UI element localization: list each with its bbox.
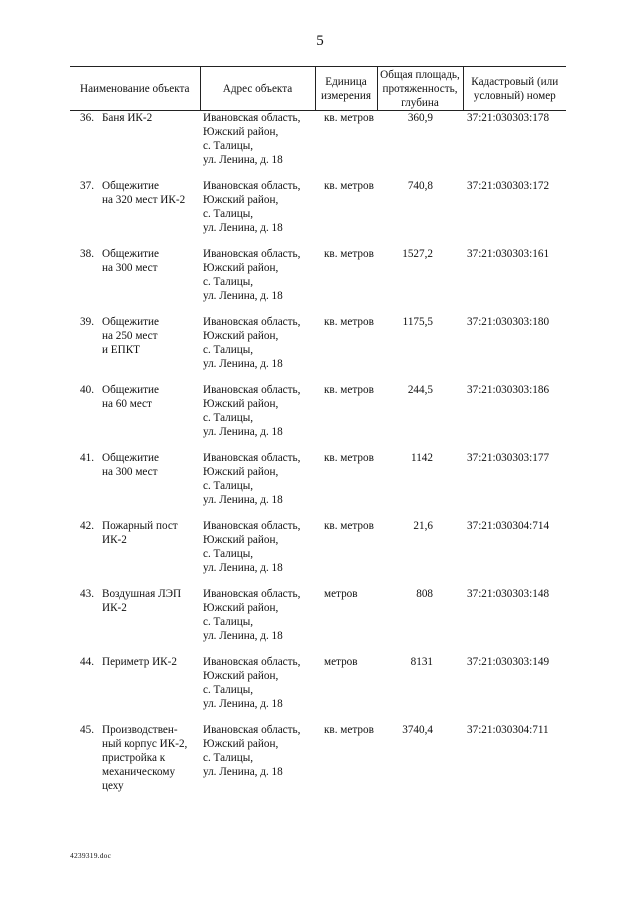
object-name-line: ИК-2 (102, 602, 127, 614)
object-name (100, 519, 200, 587)
object-name-line: ИК-2 (102, 534, 127, 546)
area-value: 1142 (411, 452, 433, 464)
row-number: 41. (80, 452, 94, 464)
area-value: 1527,2 (402, 248, 433, 260)
row-number: 43. (80, 588, 94, 600)
object-address: Ивановская область, Южский район, с. Талицы, ул. Ленина, д. 18 (203, 452, 301, 506)
measurement-unit: кв. метров (324, 316, 374, 328)
area-value: 3740,4 (402, 724, 433, 736)
object-name-line: Производствен- (102, 724, 178, 736)
object-name-line: механическому (102, 766, 176, 778)
table-row (70, 247, 566, 315)
measurement-unit: кв. метров (324, 724, 374, 736)
object-address: Ивановская область, Южский район, с. Талицы, ул. Ленина, д. 18 (203, 656, 301, 710)
object-name-line: Общежитие (102, 248, 159, 260)
object-address: Ивановская область, Южский район, с. Талицы, ул. Ленина, д. 18 (203, 724, 301, 778)
area-value: 360,9 (407, 112, 433, 124)
table-header-row (70, 67, 566, 111)
cadastral-number: 37:21:030304:714 (467, 520, 550, 532)
table-row (70, 179, 566, 247)
measurement-unit: кв. метров (324, 112, 374, 124)
cadastral-number: 37:21:030303:172 (467, 180, 550, 192)
header-address: Адрес объекта (200, 67, 315, 111)
cadastral-number: 37:21:030303:161 (467, 248, 550, 260)
property-registry-table (70, 66, 566, 793)
table-row (70, 655, 566, 723)
row-number: 40. (80, 384, 94, 396)
object-name-line: на 300 мест (102, 466, 158, 478)
object-name (100, 383, 200, 451)
cadastral-number: 37:21:030303:148 (467, 588, 550, 600)
object-name-line: Общежитие (102, 180, 159, 192)
row-number: 36. (80, 112, 94, 124)
table-row (70, 451, 566, 519)
row-number: 44. (80, 656, 94, 668)
header-cadastral: Кадастровый (или условный) номер (463, 67, 566, 111)
object-name-line: на 250 мест (102, 330, 158, 342)
cadastral-number: 37:21:030303:177 (467, 452, 550, 464)
row-number: 38. (80, 248, 94, 260)
area-value: 8131 (410, 656, 433, 668)
area-value: 740,8 (407, 180, 433, 192)
measurement-unit: кв. метров (324, 180, 374, 192)
row-number: 37. (80, 180, 94, 192)
object-name (100, 247, 200, 315)
object-name-line: Пожарный пост (102, 520, 178, 532)
row-number: 42. (80, 520, 94, 532)
area-value: 808 (416, 588, 433, 600)
measurement-unit: кв. метров (324, 452, 374, 464)
object-address: Ивановская область, Южский район, с. Талицы, ул. Ленина, д. 18 (203, 112, 301, 166)
document-filename: 4239319.doc (70, 851, 112, 860)
object-name (100, 451, 200, 519)
measurement-unit: кв. метров (324, 520, 374, 532)
object-name (100, 587, 200, 655)
object-address: Ивановская область, Южский район, с. Талицы, ул. Ленина, д. 18 (203, 180, 301, 234)
object-name-line: Общежитие (102, 452, 159, 464)
page-number: 5 (316, 33, 324, 49)
object-name-line: и ЕПКТ (102, 344, 140, 356)
cadastral-number: 37:21:030303:178 (467, 112, 550, 124)
object-address: Ивановская область, Южский район, с. Талицы, ул. Ленина, д. 18 (203, 588, 301, 642)
area-value: 21,6 (413, 520, 433, 532)
table-row (70, 723, 566, 793)
cadastral-number: 37:21:030303:149 (467, 656, 550, 668)
object-name (100, 723, 200, 793)
header-unit: Единица измерения (315, 67, 377, 111)
cadastral-number: 37:21:030304:711 (467, 724, 549, 736)
object-name-line: на 60 мест (102, 398, 152, 410)
measurement-unit: метров (324, 656, 358, 668)
object-name-line: Периметр ИК-2 (102, 656, 177, 668)
object-name-line: Воздушная ЛЭП (102, 588, 182, 600)
area-value: 244,5 (407, 384, 433, 396)
table-row (70, 519, 566, 587)
cadastral-number: 37:21:030303:186 (467, 384, 550, 396)
measurement-unit: кв. метров (324, 384, 374, 396)
object-name-line: на 300 мест (102, 262, 158, 274)
object-name-line: Общежитие (102, 316, 159, 328)
object-name-line: Общежитие (102, 384, 159, 396)
object-name (100, 315, 200, 383)
object-name (100, 111, 200, 180)
table-row (70, 111, 566, 180)
table-row (70, 315, 566, 383)
area-value: 1175,5 (402, 316, 433, 328)
table-row (70, 587, 566, 655)
object-address: Ивановская область, Южский район, с. Талицы, ул. Ленина, д. 18 (203, 520, 301, 574)
table-body (70, 111, 566, 794)
object-address: Ивановская область, Южский район, с. Талицы, ул. Ленина, д. 18 (203, 248, 301, 302)
header-area: Общая площадь, протяженность, глубина (377, 67, 463, 111)
object-name (100, 179, 200, 247)
object-name-line: ный корпус ИК-2, (102, 738, 188, 750)
object-name-line: цеху (102, 780, 124, 792)
table-row (70, 383, 566, 451)
object-address: Ивановская область, Южский район, с. Талицы, ул. Ленина, д. 18 (203, 316, 301, 370)
object-name-line: Баня ИК-2 (102, 112, 153, 124)
object-address: Ивановская область, Южский район, с. Талицы, ул. Ленина, д. 18 (203, 384, 301, 438)
cadastral-number: 37:21:030303:180 (467, 316, 550, 328)
object-name (100, 655, 200, 723)
row-number: 45. (80, 724, 94, 736)
header-name: Наименование объекта (70, 67, 200, 111)
measurement-unit: кв. метров (324, 248, 374, 260)
object-name-line: на 320 мест ИК-2 (102, 194, 186, 206)
object-name-line: пристройка к (102, 752, 166, 764)
measurement-unit: метров (324, 588, 358, 600)
row-number: 39. (80, 316, 94, 328)
